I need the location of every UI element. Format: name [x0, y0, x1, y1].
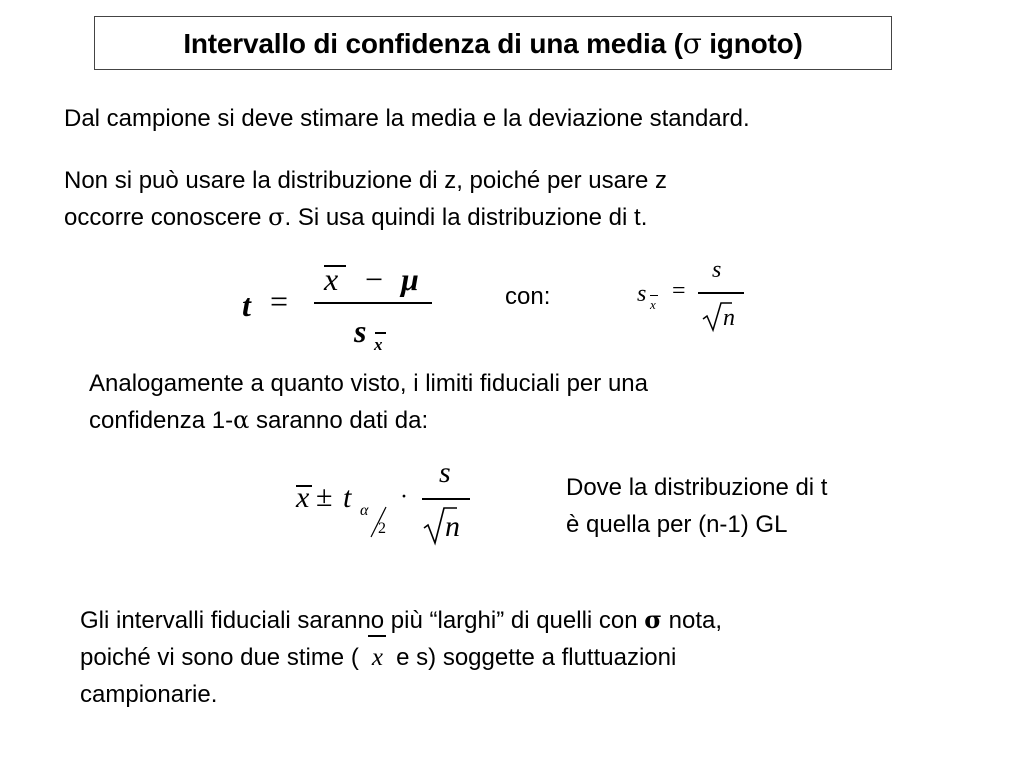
formula-t-statistic: t = x − μ s x: [240, 252, 440, 360]
formula-confidence-interval: x ± t α 2 · s n: [290, 455, 480, 555]
paragraph-fiducial-limits: Analogamente a quanto visto, i limiti fiduciali per una confidenza 1-α saranno dati da:: [89, 370, 648, 434]
x-bar-symbol: x: [369, 639, 385, 676]
sigma-symbol: σ: [644, 605, 662, 634]
paragraph-interval-width: Gli intervalli fiduciali saranno più “larghi” di quelli con σ nota, poiché vi sono due stime ( x e s) soggette a fluttuazioni campionarie.: [80, 605, 723, 708]
title-box: [94, 16, 892, 70]
formula-standard-error: s x = s n: [632, 255, 752, 337]
paragraph-t-distribution: Non si può usare la distribuzione di z, poiché per usare z occorre conoscere σ. Si usa quindi la distribuzione di t.: [64, 167, 667, 231]
con-label: con:: [505, 283, 551, 310]
paragraph-estimate: Dal campione si deve stimare la media e la deviazione standard.: [64, 105, 750, 132]
slide-title: Intervallo di confidenza di una media (σ ignoto): [183, 26, 803, 60]
paragraph-degrees-of-freedom: Dove la distribuzione di t è quella per (n-1) GL: [566, 474, 828, 538]
alpha-symbol: α: [233, 406, 250, 434]
sigma-symbol: σ: [268, 203, 285, 231]
